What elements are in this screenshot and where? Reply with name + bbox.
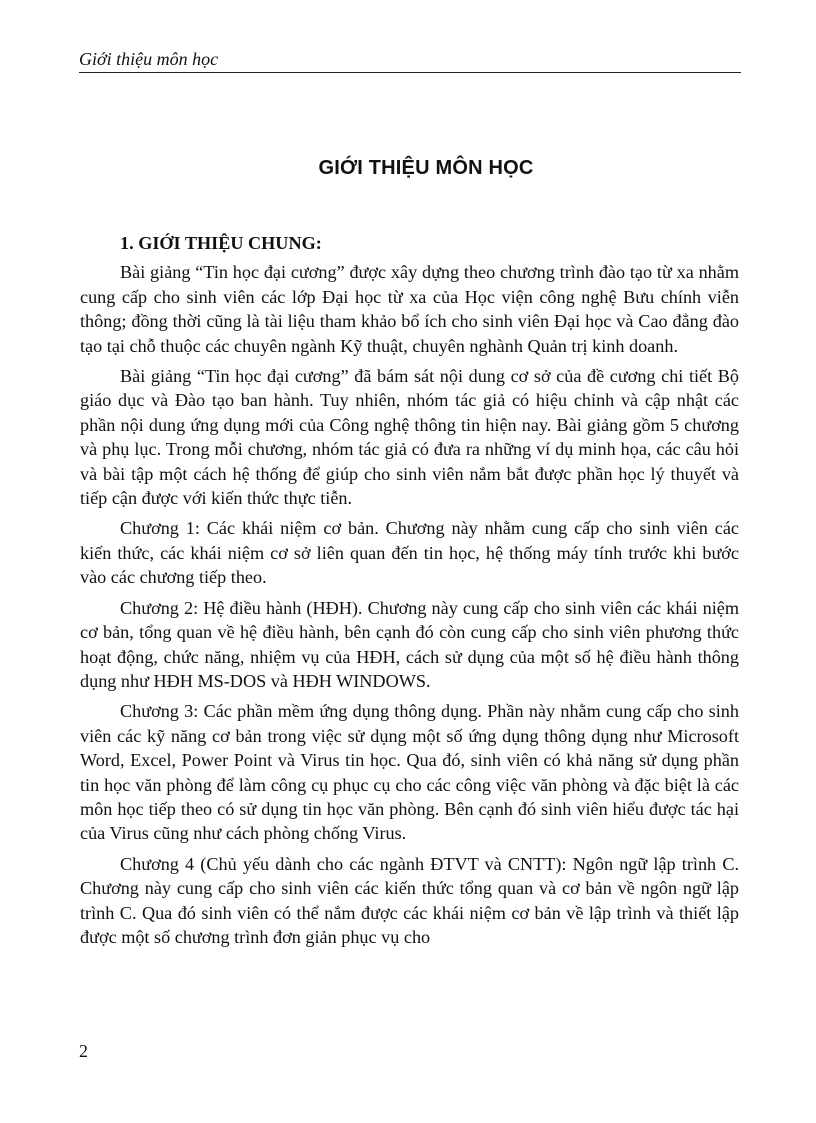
page-number: 2 [79, 1041, 88, 1061]
paragraph-overview: Bài giảng “Tin học đại cương” đã bám sát nội dung cơ sở của đề cương chi tiết Bộ giáo dục và Đào tạo ban hành. Tuy nhiên, nhóm tác giả có hiệu chỉnh và cập nhật các phần nội dung ứng dụng mới của Công nghệ thông tin hiện nay. Bài giảng gồm 5 chương và phụ lục. Trong mỗi chương, nhóm tác giả có đưa ra những ví dụ minh họa, các câu hỏi và bài tập một cách hệ thống để giúp cho sinh viên nắm bắt được phần học lý thuyết và tiếp cận được với kiến thức thực tiễn. [80, 366, 739, 509]
paragraph-intro: Bài giảng “Tin học đại cương” được xây dựng theo chương trình đào tạo từ xa nhằm cung cấp cho sinh viên các lớp Đại học từ xa của Học viện công nghệ Bưu chính viễn thông; đồng thời cũng là tài liệu tham khảo bổ ích cho sinh viên Đại học và Cao đẳng đào tạo tại chỗ thuộc các chuyên ngành Kỹ thuật, chuyên nghành Quản trị kinh doanh. [80, 262, 739, 356]
section-heading: 1. GIỚI THIỆU CHUNG: [120, 233, 322, 253]
paragraph-chapter-4: Chương 4 (Chủ yếu dành cho các ngành ĐTVT và CNTT): Ngôn ngữ lập trình C. Chương này cung cấp cho sinh viên các kiến thức tổng quan và cơ bản về ngôn ngữ lập trình C. Qua đó sinh viên có thể nắm được các khái niệm cơ bản về lập trình và thiết lập được một số chương trình đơn giản phục vụ cho [80, 853, 739, 947]
paragraph-chapter-3: Chương 3: Các phần mềm ứng dụng thông dụng. Phần này nhằm cung cấp cho sinh viên các kỹ năng cơ bản trong việc sử dụng một số ứng dụng thông dụng như Microsoft Word, Excel, Power Point và Virus tin học. Qua đó, sinh viên có khả năng sử dụng phần tin học văn phòng để làm công cụ phục cụ cho các công việc văn phòng và đặc biệt là các môn học tiếp theo có sử dụng tin học văn phòng. Bên cạnh đó sinh viên hiểu được tác hại của Virus cũng như cách phòng chống Virus. [80, 701, 739, 844]
page-content [80, 225, 739, 949]
paragraph-chapter-2: Chương 2: Hệ điều hành (HĐH). Chương này cung cấp cho sinh viên các khái niệm cơ bản, tổng quan về hệ điều hành, bên cạnh đó còn cung cấp cho sinh viên phương thức hoạt động, chức năng, nhiệm vụ của HĐH, cách sử dụng của một số hệ điều hành thông dụng như HĐH MS-DOS và HĐH WINDOWS. [80, 597, 739, 691]
page-title: GIỚI THIỆU MÔN HỌC [318, 157, 534, 179]
running-header-text: Giới thiệu môn học [79, 49, 219, 69]
paragraph-chapter-1: Chương 1: Các khái niệm cơ bản. Chương này nhằm cung cấp cho sinh viên các kiến thức, các khái niệm cơ sở liên quan đến tin học, hệ thống máy tính trước khi bước vào các chương tiếp theo. [80, 518, 739, 588]
title-wrap [0, 154, 816, 182]
running-header [79, 46, 741, 73]
